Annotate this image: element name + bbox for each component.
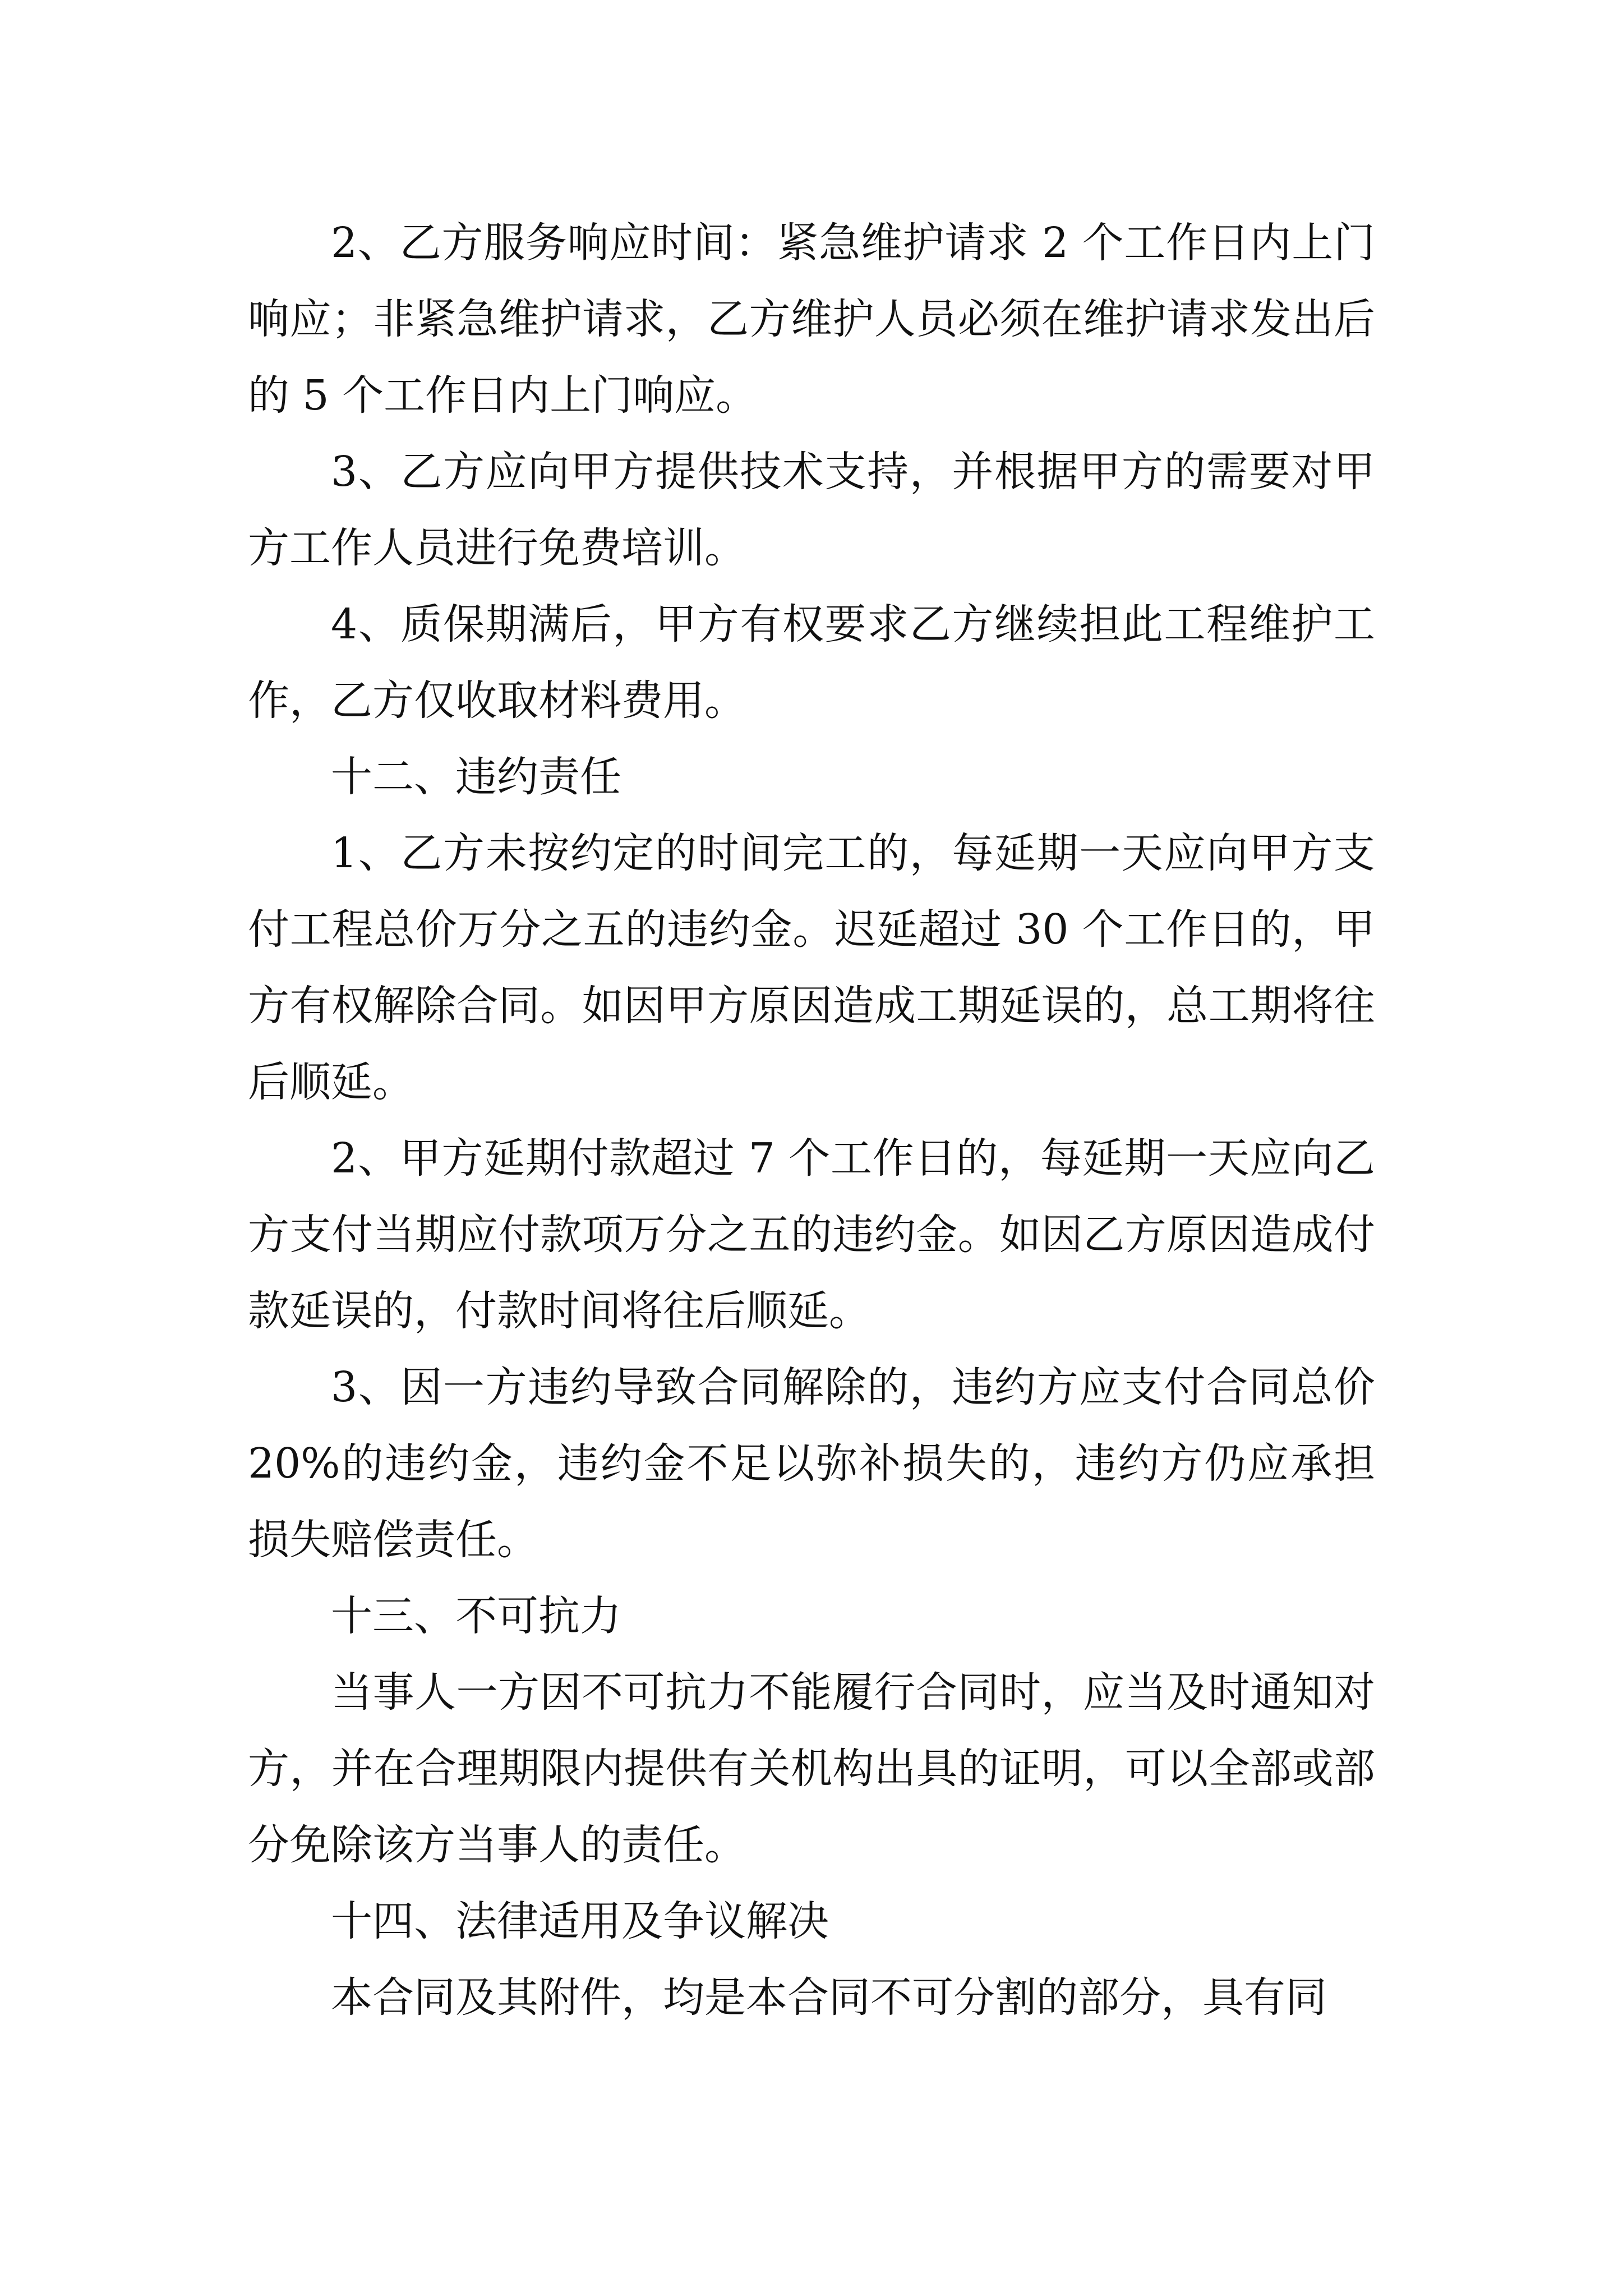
section-heading-governing-law: 十四、法律适用及争议解决: [331, 1897, 829, 1945]
clause-annex-validity: 本合同及其附件，均是本合同不可分割的部分，具有同: [331, 1973, 1327, 2022]
clause-force-majeure: 当事人一方因不可抗力不能履行合同时，应当及时通知对方，并在合理期限内提供有关机构出具的证明，可以全部或部分免除该方当事人的责任。: [248, 1668, 1375, 1869]
clause-response-time: 2、乙方服务响应时间：紧急维护请求 2 个工作日内上门响应；非紧急维护请求，乙方维护人员必须在维护请求发出后的 5 个工作日内上门响应。: [248, 219, 1375, 420]
section-heading-force-majeure: 十三、不可抗力: [331, 1592, 621, 1640]
clause-post-warranty-maintenance: 4、质保期满后，甲方有权要求乙方继续担此工程维护工作，乙方仅收取材料费用。: [248, 600, 1375, 725]
document-body: [248, 205, 1375, 2036]
clause-termination-penalty: 3、因一方违约导致合同解除的，违约方应支付合同总价 20%的违约金，违约金不足以弥补损失的，违约方仍应承担损失赔偿责任。: [248, 1363, 1375, 1564]
section-heading-breach: 十二、违约责任: [331, 753, 621, 801]
clause-technical-support: 3、乙方应向甲方提供技术支持，并根据甲方的需要对甲方工作人员进行免费培训。: [248, 448, 1375, 572]
clause-delay-completion: 1、乙方未按约定的时间完工的，每延期一天应向甲方支付工程总价万分之五的违约金。迟延超过 30 个工作日的，甲方有权解除合同。如因甲方原因造成工期延误的，总工期将往后顺延。: [248, 829, 1375, 1106]
clause-delay-payment: 2、甲方延期付款超过 7 个工作日的，每延期一天应向乙方支付当期应付款项万分之五的违约金。如因乙方原因造成付款延误的，付款时间将往后顺延。: [248, 1134, 1375, 1335]
